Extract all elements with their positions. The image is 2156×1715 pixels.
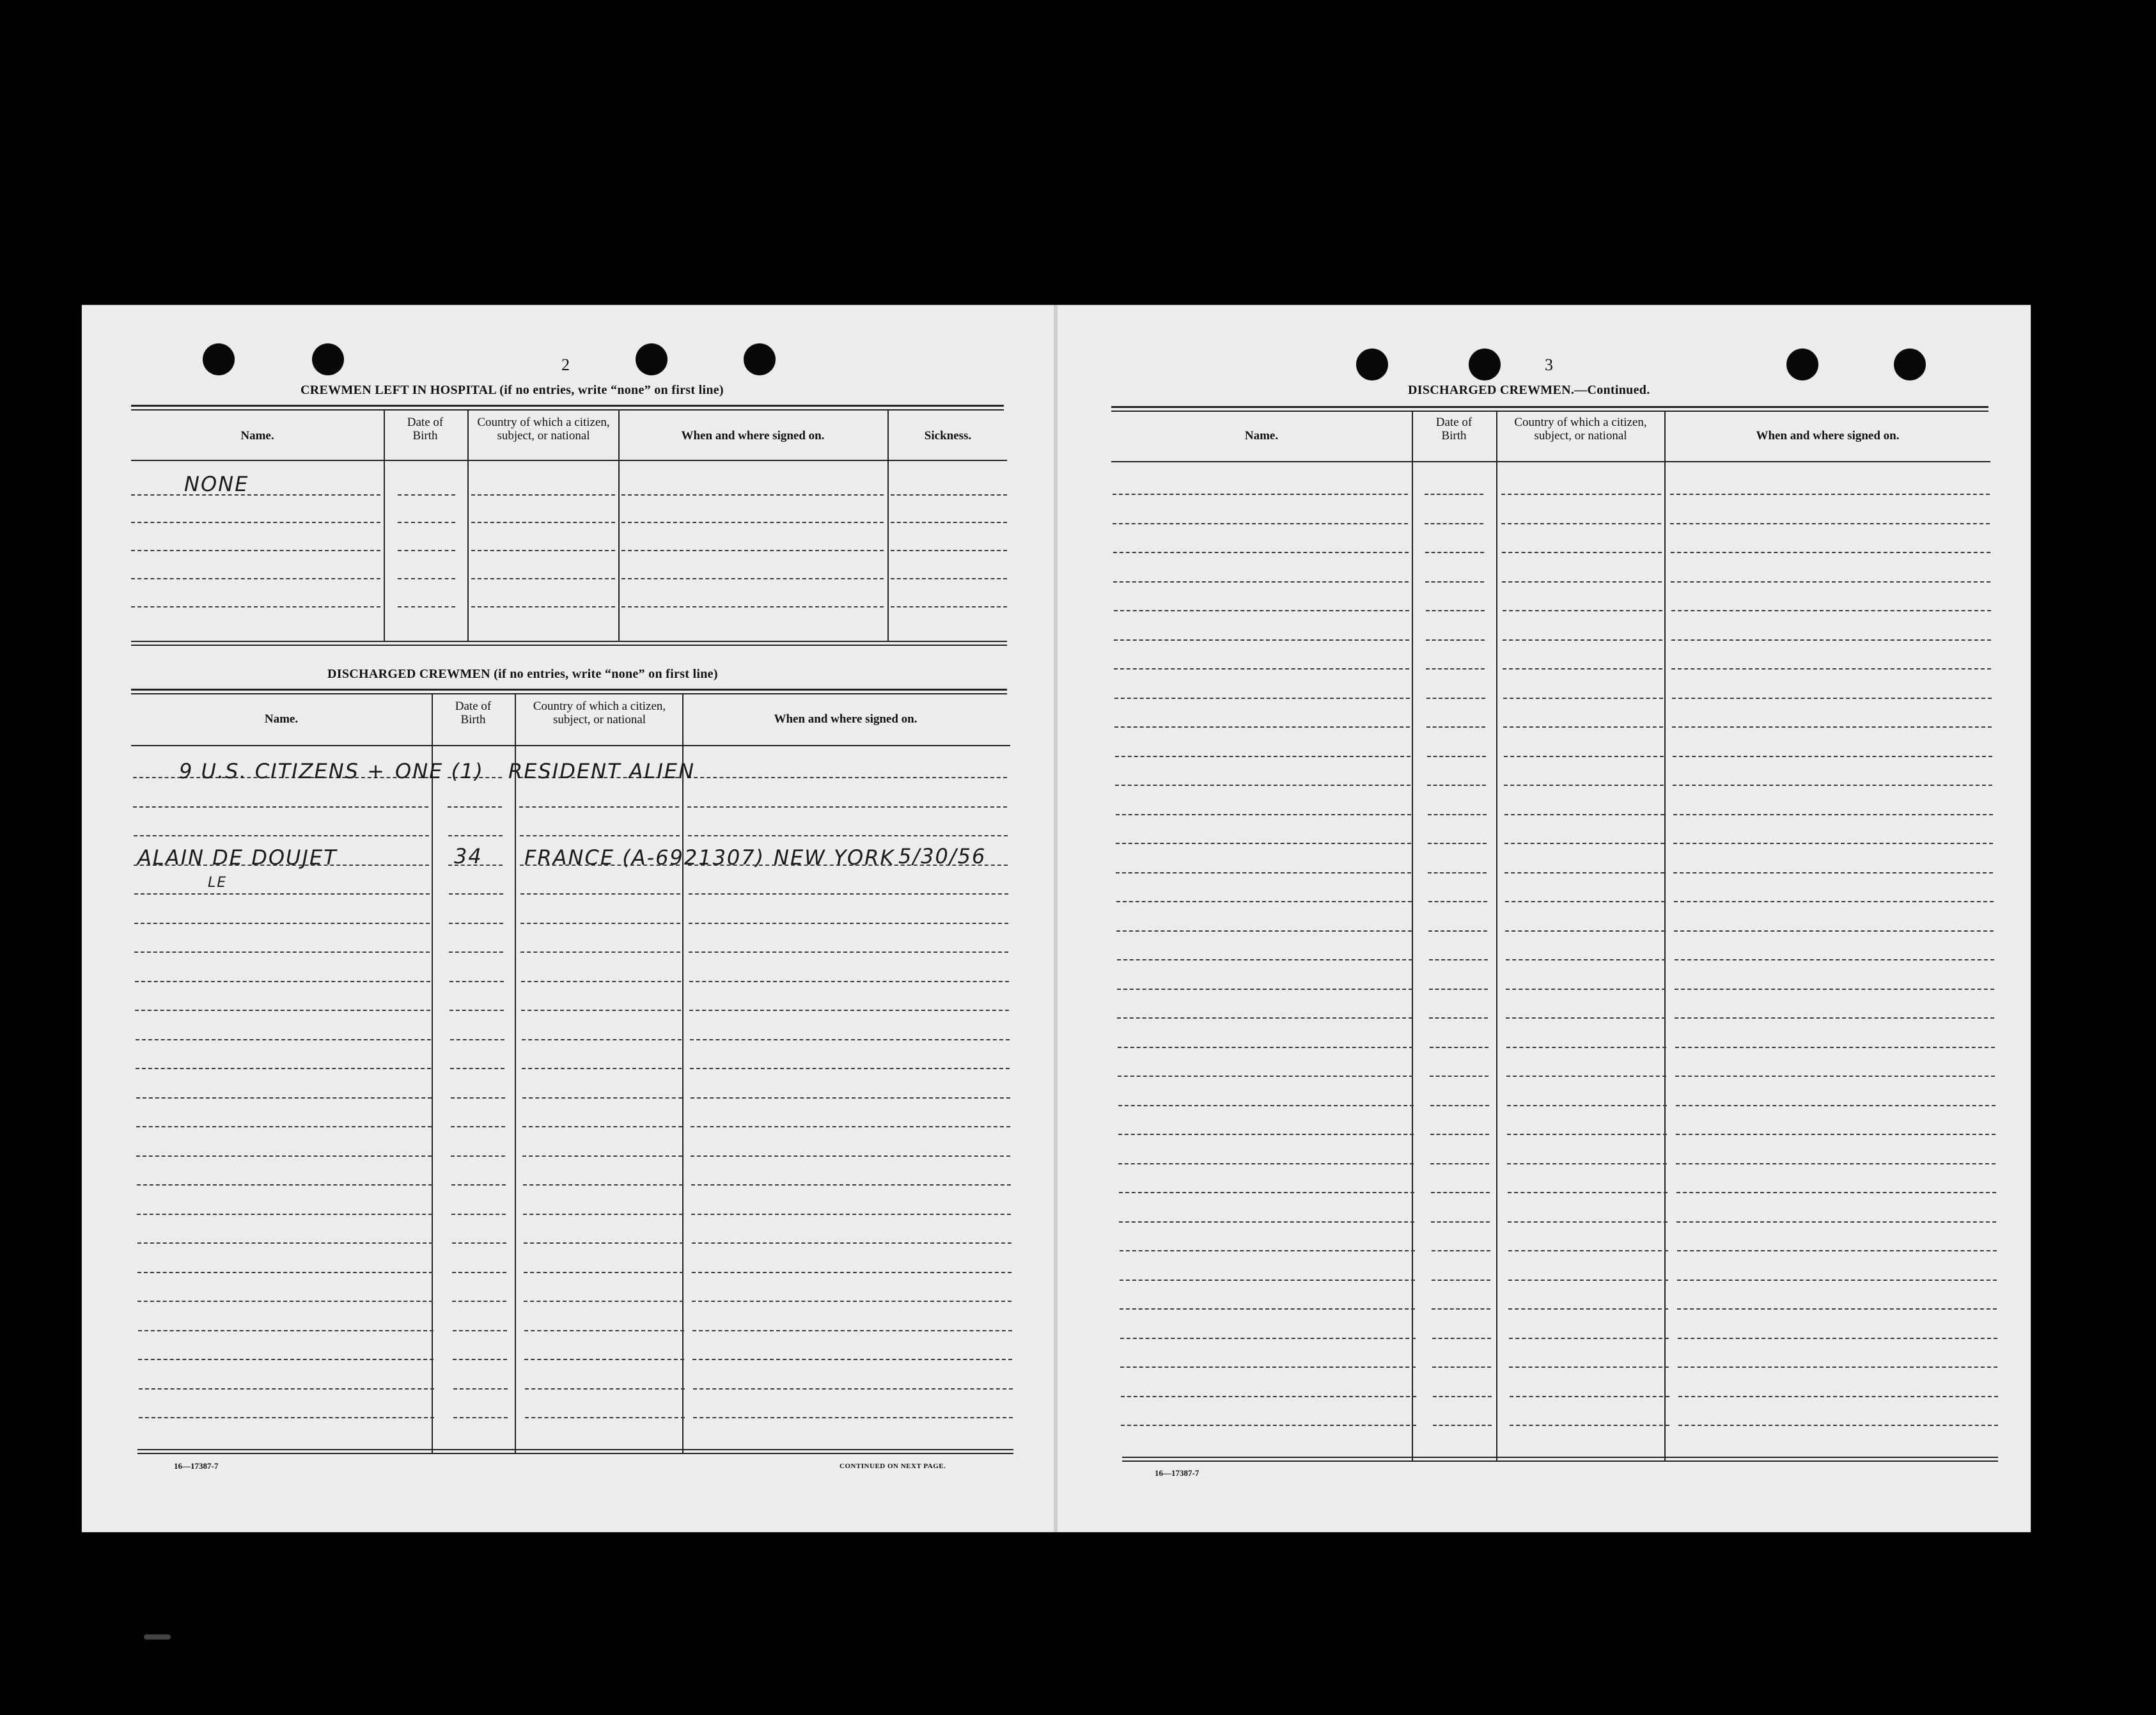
ruling-line: [1115, 785, 1410, 786]
ruling-line: [1673, 872, 1993, 873]
ruling-line: [1503, 698, 1663, 699]
ruling-line: [1425, 552, 1484, 553]
ruling-line: [1113, 494, 1408, 495]
ruling-line: [691, 1155, 1010, 1157]
ruling-line: [1120, 1280, 1415, 1281]
ruling-line: [1670, 494, 1990, 495]
ruling-line: [1672, 698, 1992, 699]
ruling-line: [136, 1068, 431, 1069]
ruling-line: [1675, 1076, 1995, 1077]
ruling-line: [137, 1214, 432, 1215]
ruling-line: [1502, 581, 1662, 583]
ruling-line: [1426, 726, 1485, 728]
ruling-line: [691, 1184, 1011, 1186]
ruling-line: [451, 1126, 505, 1127]
ruling-line: [520, 835, 680, 836]
col-header-sickness: Sickness.: [924, 429, 972, 442]
punch-hole: [1356, 348, 1388, 380]
ruling-line: [1675, 1017, 1994, 1019]
ruling-line: [134, 951, 430, 953]
ruling-line: [523, 1214, 683, 1215]
punch-hole: [312, 343, 344, 375]
ruling-line: [1503, 726, 1663, 728]
ruling-line: [1428, 843, 1487, 844]
ruling-line: [452, 1242, 506, 1244]
ruling-line: [1113, 552, 1409, 553]
ruling-line: [691, 1097, 1010, 1099]
page-fold: [1054, 305, 1058, 1532]
punch-hole: [636, 343, 668, 375]
ruling-line: [136, 1039, 431, 1040]
ruling-line: [689, 923, 1008, 924]
ruling-line: [519, 806, 679, 808]
ruling-line: [449, 923, 503, 924]
punch-hole: [1786, 348, 1818, 380]
ruling-line: [1425, 523, 1483, 524]
ruling-line: [1116, 814, 1411, 815]
ruling-line: [1510, 1396, 1669, 1397]
ruling-line: [691, 1126, 1010, 1127]
ruling-line: [1671, 668, 1991, 670]
ruling-line: [449, 1010, 504, 1011]
ruling-line: [520, 951, 680, 953]
ruling-line: [1671, 552, 1990, 553]
ruling-line: [453, 1388, 508, 1390]
ruling-line: [1508, 1250, 1668, 1251]
ruling-line: [693, 1388, 1013, 1390]
ruling-line: [1118, 1163, 1414, 1164]
crewman-name-correction: LE: [208, 875, 228, 891]
ruling-line: [1675, 959, 1994, 960]
ruling-line: [1507, 1105, 1667, 1106]
ruling-line: [1429, 1017, 1488, 1019]
punch-hole: [744, 343, 776, 375]
ruling-line: [1432, 1367, 1491, 1368]
ruling-line: [1501, 523, 1661, 524]
ruling-line: [1508, 1221, 1668, 1223]
ruling-line: [692, 1272, 1012, 1273]
ruling-line: [135, 1010, 430, 1011]
ruling-line: [138, 1330, 434, 1331]
ruling-line: [1507, 1134, 1667, 1135]
ruling-line: [1505, 901, 1665, 902]
ruling-line: [1432, 1338, 1491, 1339]
col-header-signed-on: When and where signed on.: [681, 429, 825, 442]
ruling-line: [453, 1330, 507, 1331]
ruling-line: [1673, 756, 1992, 757]
ruling-line: [522, 1039, 682, 1040]
ruling-line: [1118, 1105, 1414, 1106]
ruling-line: [451, 1097, 505, 1099]
ruling-line: [692, 1242, 1012, 1244]
ruling-line: [1120, 1250, 1415, 1251]
ruling-line: [1426, 698, 1485, 699]
ruling-line: [1430, 1047, 1488, 1048]
ruling-line: [448, 806, 502, 808]
crewman-signed-on-place: NEW YORK: [774, 845, 895, 870]
ruling-line: [1677, 1250, 1997, 1251]
hospital-section-title: CREWMEN LEFT IN HOSPITAL (if no entries, write “none” on first line): [301, 383, 724, 397]
ruling-line: [134, 923, 430, 924]
ruling-line: [1117, 1017, 1412, 1019]
ruling-line: [1430, 1134, 1489, 1135]
ruling-line: [1675, 989, 1994, 990]
ruling-line: [137, 1301, 433, 1302]
ruling-line: [1120, 1308, 1415, 1310]
ruling-line: [1430, 1076, 1488, 1077]
ruling-line: [1670, 523, 1990, 524]
ruling-line: [689, 981, 1009, 982]
ruling-line: [1506, 989, 1666, 990]
ruling-line: [1121, 1425, 1416, 1426]
ruling-line: [524, 1359, 684, 1360]
ruling-line: [1119, 1221, 1414, 1223]
ruling-line: [1509, 1338, 1669, 1339]
hospital-entry-name: NONE: [184, 472, 249, 496]
ruling-line: [451, 1155, 505, 1157]
ruling-line: [1504, 872, 1664, 873]
ruling-line: [1425, 581, 1484, 583]
ruling-line: [1504, 785, 1664, 786]
ruling-line: [1677, 1308, 1997, 1310]
ruling-line: [136, 1097, 432, 1099]
ruling-line: [134, 893, 430, 895]
ruling-line: [1504, 756, 1664, 757]
ruling-line: [1674, 930, 1994, 932]
ruling-line: [1671, 639, 1991, 641]
ruling-line: [137, 1184, 432, 1186]
ruling-line: [1678, 1367, 1997, 1368]
form-number: 16—17387-7: [1155, 1468, 1199, 1478]
ruling-line: [525, 1388, 685, 1390]
scan-artifact: [144, 1634, 171, 1640]
ruling-line: [1428, 872, 1487, 873]
summary-us-citizens: 9 U.S. CITIZENS +: [179, 759, 386, 783]
ruling-line: [1431, 1221, 1490, 1223]
ruling-line: [1506, 1017, 1666, 1019]
ruling-line: [1510, 1425, 1669, 1426]
ruling-line: [452, 1301, 506, 1302]
ruling-line: [1120, 1367, 1416, 1368]
ruling-line: [1673, 843, 1993, 844]
ruling-line: [522, 1126, 682, 1127]
ruling-line: [1119, 1192, 1414, 1193]
ruling-line: [1508, 1308, 1668, 1310]
ruling-line: [136, 1126, 432, 1127]
ruling-line: [690, 1068, 1010, 1069]
ruling-line: [1671, 610, 1991, 611]
ruling-line: [1673, 785, 1992, 786]
ruling-line: [1503, 639, 1662, 641]
crewman-name: ALAIN DE DOUJET: [137, 845, 338, 870]
ruling-line: [524, 1272, 684, 1273]
ruling-line: [1673, 814, 1993, 815]
ruling-line: [1114, 668, 1409, 670]
col-header-country: Country of which a citizen, subject, or national: [533, 700, 666, 726]
ruling-line: [1433, 1396, 1492, 1397]
ruling-line: [1676, 1105, 1996, 1106]
summary-resident-alien: RESIDENT ALIEN: [508, 759, 696, 783]
punch-hole: [203, 343, 235, 375]
ruling-line: [1429, 959, 1488, 960]
ruling-line: [1506, 1076, 1666, 1077]
ruling-line: [1509, 1367, 1669, 1368]
col-header-name: Name.: [264, 712, 299, 726]
ruling-line: [1118, 1047, 1413, 1048]
ruling-line: [1502, 552, 1662, 553]
ruling-line: [1116, 843, 1411, 844]
ruling-line: [1113, 581, 1409, 583]
ruling-line: [449, 893, 503, 895]
ruling-line: [1676, 1134, 1996, 1135]
ruling-line: [139, 1417, 434, 1418]
ruling-line: [689, 951, 1008, 953]
ruling-line: [687, 806, 1007, 808]
ruling-line: [1426, 639, 1485, 641]
ruling-line: [1426, 610, 1485, 611]
ruling-line: [449, 981, 504, 982]
ruling-line: [1427, 756, 1486, 757]
ruling-line: [1504, 843, 1664, 844]
ruling-line: [1425, 494, 1483, 495]
ruling-line: [1117, 959, 1412, 960]
crewman-country: FRANCE (A-6921307): [524, 845, 765, 870]
ruling-line: [524, 1301, 684, 1302]
ruling-line: [692, 1359, 1012, 1360]
ruling-line: [1505, 930, 1665, 932]
ruling-line: [133, 806, 428, 808]
ruling-line: [1676, 1163, 1996, 1164]
col-header-date-of-birth: Date of Birth: [455, 700, 492, 726]
ruling-line: [448, 835, 503, 836]
ruling-line: [693, 1417, 1013, 1418]
ruling-line: [1504, 814, 1664, 815]
ruling-line: [1121, 1396, 1416, 1397]
ruling-line: [451, 1214, 506, 1215]
ruling-line: [522, 1155, 682, 1157]
page-number: 2: [561, 356, 570, 374]
col-header-date-of-birth: Date of Birth: [407, 416, 444, 442]
col-header-country: Country of which a citizen, subject, or national: [1514, 416, 1647, 442]
ruling-line: [1430, 1105, 1489, 1106]
ruling-line: [520, 893, 680, 895]
ruling-line: [1678, 1425, 1998, 1426]
section-title: DISCHARGED CREWMEN.—Continued.: [1408, 383, 1650, 397]
ruling-line: [1118, 1076, 1413, 1077]
ruling-line: [521, 1010, 681, 1011]
ruling-line: [1427, 785, 1486, 786]
ruling-line: [1116, 930, 1412, 932]
page-number: 3: [1545, 356, 1553, 374]
col-header-date-of-birth: Date of Birth: [1435, 416, 1472, 442]
ruling-line: [524, 1242, 684, 1244]
ruling-line: [1503, 610, 1662, 611]
col-header-signed-on: When and where signed on.: [1756, 429, 1900, 442]
ruling-line: [137, 1242, 433, 1244]
ruling-line: [1116, 901, 1412, 902]
ruling-line: [1430, 1163, 1489, 1164]
crewman-signed-on-date: 5/30/56: [898, 844, 987, 868]
discharged-section-title: DISCHARGED CREWMEN (if no entries, write “none” on first line): [327, 667, 718, 681]
ruling-line: [450, 1068, 504, 1069]
ruling-line: [136, 1155, 432, 1157]
continued-note: CONTINUED ON NEXT PAGE.: [840, 1462, 946, 1470]
ruling-line: [137, 1272, 433, 1273]
ruling-line: [451, 1184, 506, 1186]
ruling-line: [1672, 726, 1992, 728]
ruling-line: [691, 1214, 1011, 1215]
ruling-line: [449, 951, 503, 953]
ruling-line: [1506, 959, 1666, 960]
ruling-line: [1678, 1338, 1997, 1339]
ruling-line: [1674, 901, 1994, 902]
ruling-line: [688, 835, 1008, 836]
ruling-line: [524, 1330, 684, 1331]
ruling-line: [1114, 610, 1409, 611]
ruling-line: [522, 1068, 682, 1069]
ruling-line: [692, 1301, 1012, 1302]
ruling-line: [1428, 901, 1487, 902]
ruling-line: [1432, 1250, 1490, 1251]
ruling-line: [1117, 989, 1412, 990]
ruling-line: [1677, 1280, 1997, 1281]
ruling-line: [1113, 523, 1408, 524]
punch-hole: [1894, 348, 1926, 380]
form-number: 16—17387-7: [174, 1461, 219, 1471]
ruling-line: [139, 1388, 434, 1390]
ruling-line: [450, 1039, 504, 1040]
ruling-line: [1428, 814, 1487, 815]
ruling-line: [689, 1010, 1009, 1011]
ruling-line: [453, 1417, 508, 1418]
ruling-line: [1118, 1134, 1414, 1135]
ruling-line: [1433, 1425, 1492, 1426]
col-header-name: Name.: [1244, 429, 1279, 442]
ruling-line: [1426, 668, 1485, 670]
ruling-line: [135, 981, 430, 982]
ruling-line: [1114, 698, 1410, 699]
ruling-line: [138, 1359, 434, 1360]
ruling-line: [520, 923, 680, 924]
ruling-line: [1120, 1338, 1416, 1339]
ruling-line: [1671, 581, 1990, 583]
ruling-line: [1115, 756, 1410, 757]
ruling-line: [453, 1359, 507, 1360]
ruling-line: [1678, 1396, 1998, 1397]
ruling-line: [134, 835, 429, 836]
ruling-line: [687, 777, 1007, 778]
ruling-line: [525, 1417, 685, 1418]
ruling-line: [1675, 1047, 1995, 1048]
summary-count: ONE (1): [395, 759, 484, 783]
ruling-line: [690, 1039, 1010, 1040]
ruling-line: [1676, 1221, 1996, 1223]
ruling-line: [1501, 494, 1661, 495]
ruling-line: [1114, 639, 1409, 641]
ruling-line: [1503, 668, 1662, 670]
ruling-line: [1116, 872, 1411, 873]
ruling-line: [1506, 1047, 1666, 1048]
ruling-line: [1432, 1280, 1490, 1281]
col-header-country: Country of which a citizen, subject, or national: [477, 416, 610, 442]
punch-hole: [1469, 348, 1501, 380]
ruling-line: [452, 1272, 506, 1273]
ruling-line: [1429, 989, 1488, 990]
ruling-line: [1508, 1280, 1668, 1281]
ruling-line: [692, 1330, 1012, 1331]
ruling-line: [1428, 930, 1487, 932]
ruling-line: [521, 981, 681, 982]
ruling-line: [689, 893, 1008, 895]
col-header-name: Name.: [240, 429, 274, 442]
ruling-line: [1676, 1192, 1996, 1193]
ruling-line: [1508, 1192, 1668, 1193]
ruling-line: [1431, 1192, 1490, 1193]
ruling-line: [522, 1097, 682, 1099]
ruling-line: [1432, 1308, 1490, 1310]
crewman-date-of-birth: 34: [454, 844, 483, 868]
ruling-line: [523, 1184, 683, 1186]
ruling-line: [1114, 726, 1410, 728]
col-header-signed-on: When and where signed on.: [774, 712, 918, 726]
ruling-line: [1507, 1163, 1667, 1164]
